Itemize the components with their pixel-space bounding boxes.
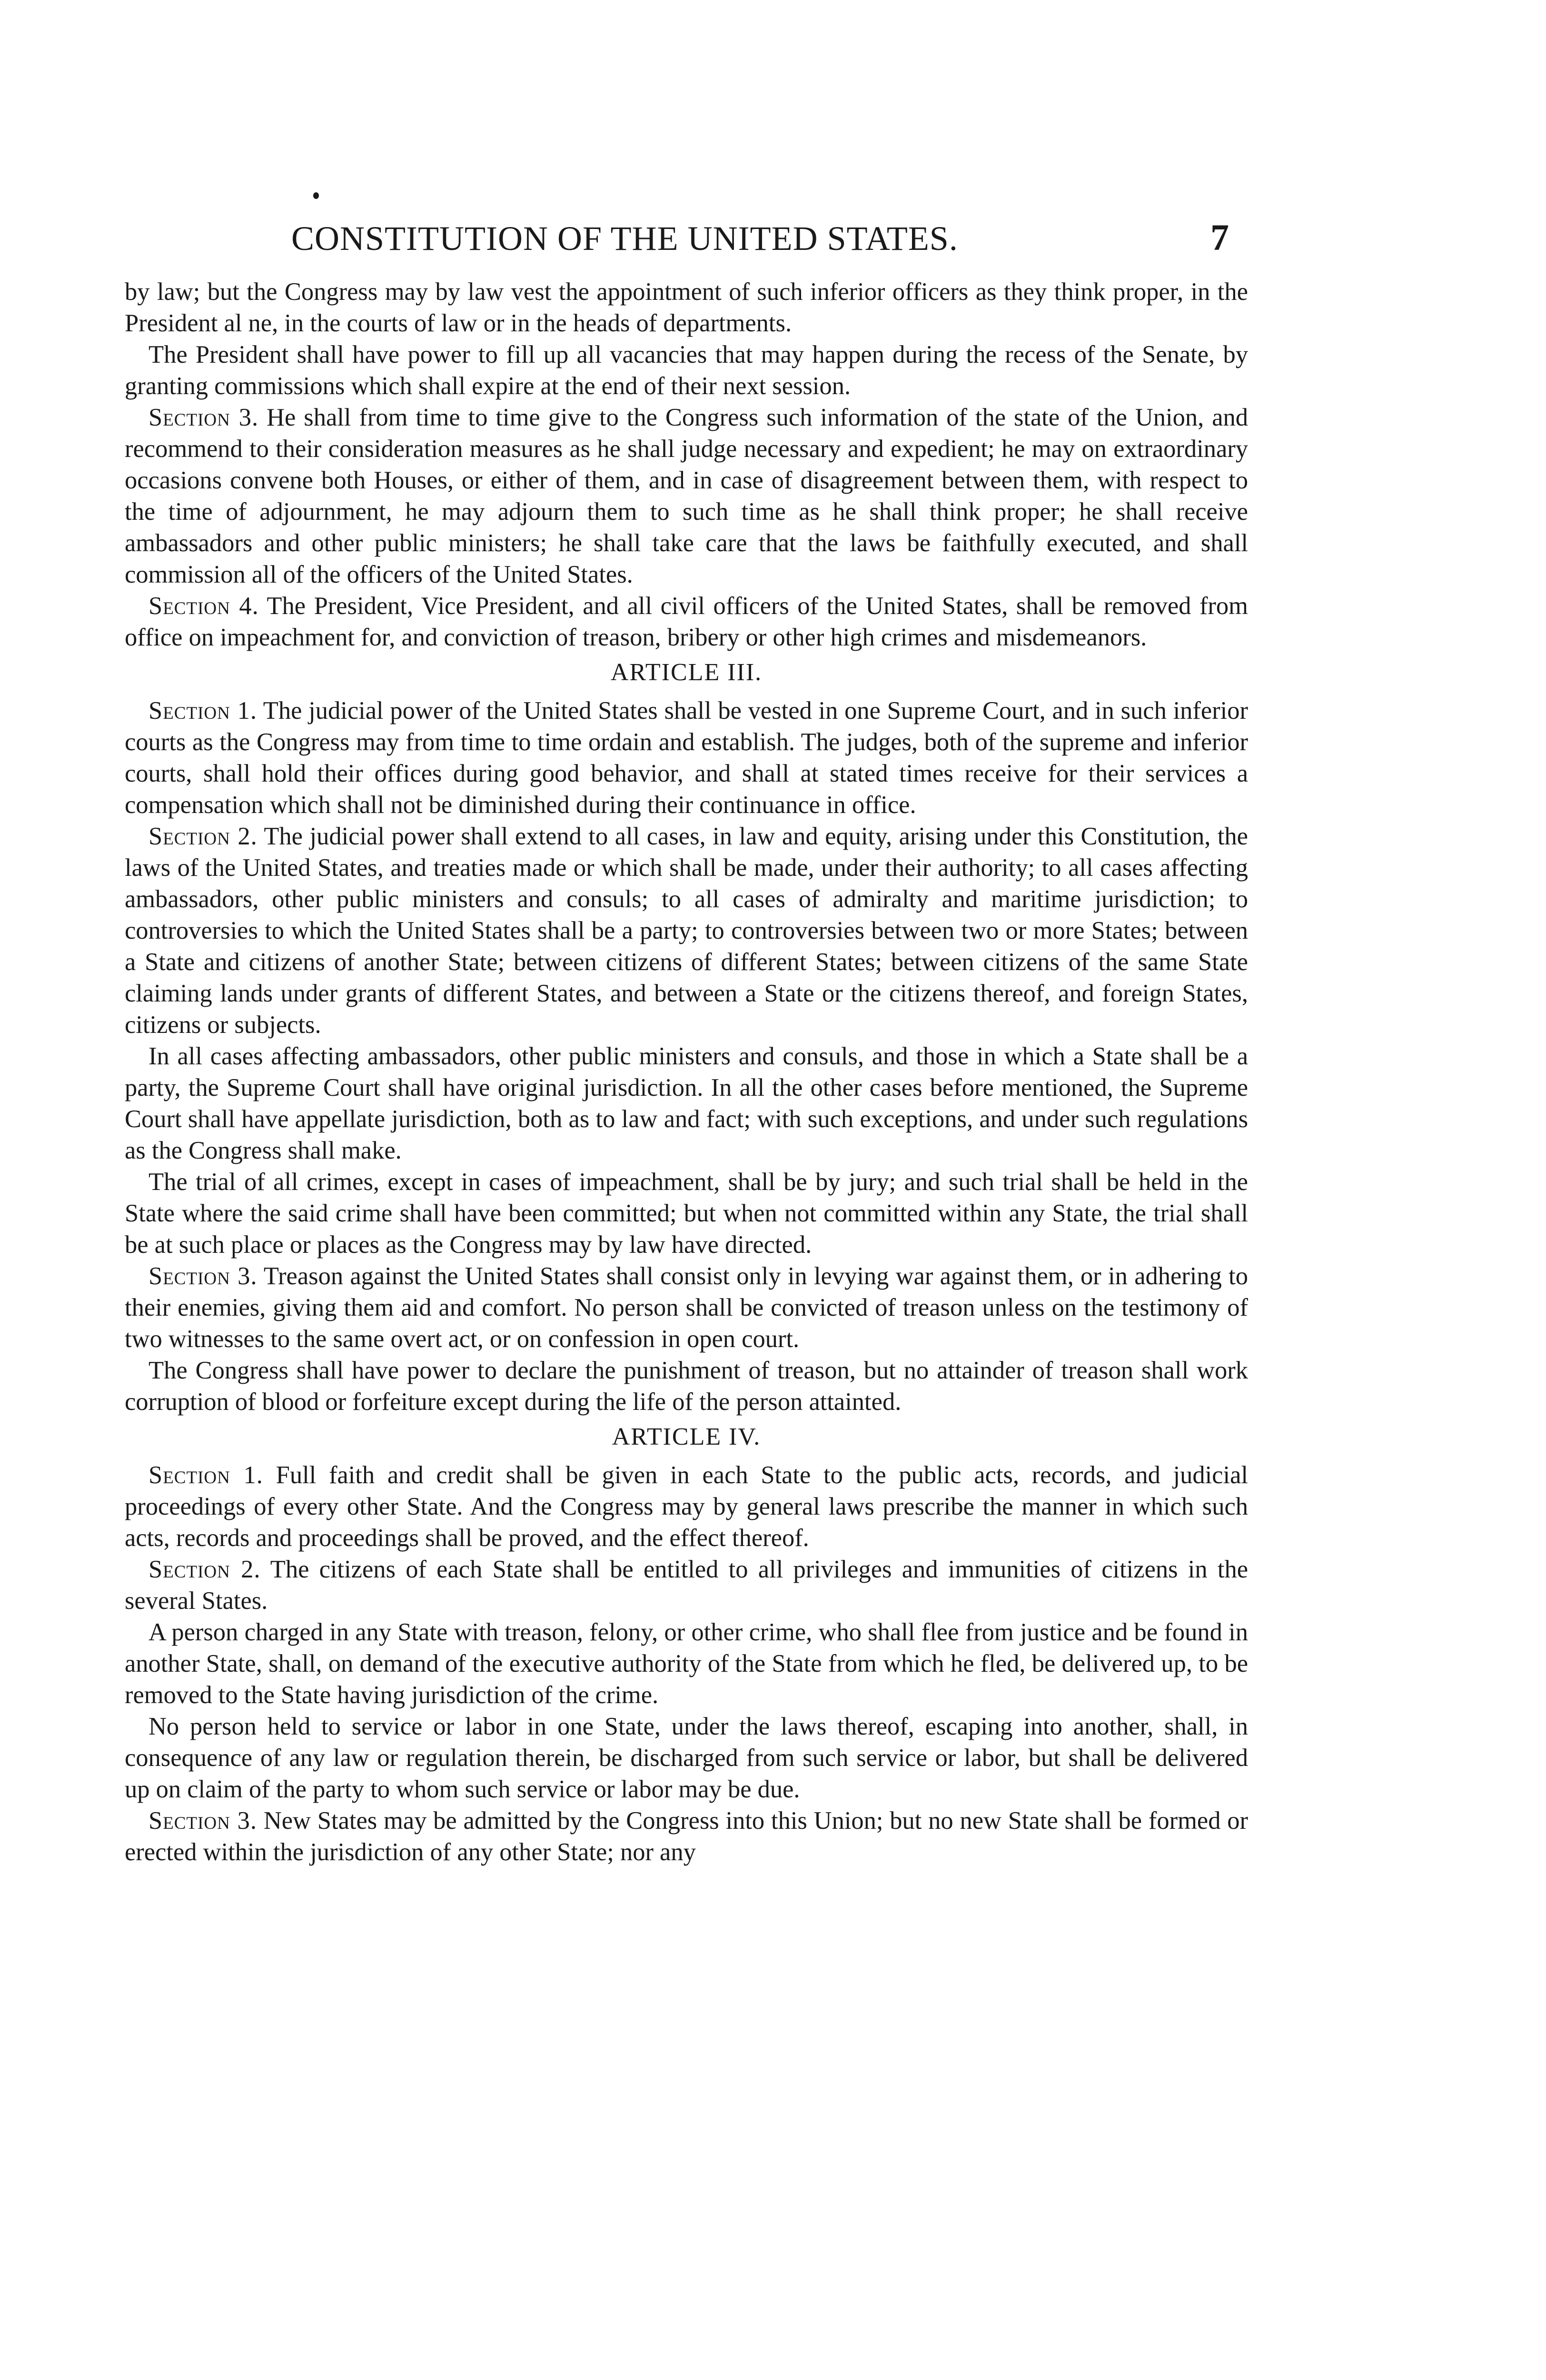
paragraph [125,821,1248,1041]
paragraph [125,1260,1248,1355]
section-label: Section 3. [149,1262,258,1290]
paragraph [125,1355,1248,1418]
page-number: 7 [1210,217,1229,258]
paragraph-text: New States may be admitted by the Congress into this Union; but no new State shall be formed or erected within the jurisdiction of any other State; nor any [125,1807,1249,1866]
paragraph-text: The Congress shall have power to declare the punishment of treason, but no attainder of treason shall work corruption of blood or forfeiture except during the life of the person attainted. [125,1357,1248,1416]
section-label: Section 2. [149,1556,261,1583]
paragraph [125,276,1248,339]
paragraph [125,1554,1248,1616]
paragraph [125,1616,1248,1711]
paragraph-text: The trial of all crimes, except in cases of impeachment, shall be by jury; and such trial shall be held in the State where the said crime shall have been committed; but when not committed within any State, the trial shall be at such place or places as the Congress may by law have directed. [125,1168,1248,1259]
paragraph-text: The President shall have power to fill up all vacancies that may happen during the recess of the Senate, by granting commissions which shall expire at the end of their next session. [125,341,1248,400]
paragraph-text: The judicial power shall extend to all cases, in law and equity, arising under this Constitution, the laws of the United States, and treaties made or which shall be made, under their authority; to all cases affecting ambassadors, other public ministers and consuls; to all cases of admiralty and maritime jurisdiction; to controversies to which the United States shall be a party; to controversies between two or more States; between a State and citizens of another State; between citizens of different States; between citizens of the same State claiming lands under grants of different States, and between a State or the citizens thereof, and foreign States, citizens or subjects. [125,823,1248,1039]
paragraph [125,1459,1248,1554]
article-heading: ARTICLE IV. [612,1423,761,1450]
page-header [125,209,1248,267]
paragraph-text: The citizens of each State shall be entitled to all privileges and immunities of citizens in the several States. [125,1556,1248,1615]
article-heading: ARTICLE III. [610,659,763,686]
paragraph-text: A person charged in any State with treason, felony, or other crime, who shall flee from justice and be found in another State, shall, on demand of the executive authority of the State from which he fled, be delivered up, to be removed to the State having jurisdiction of the crime. [125,1618,1248,1709]
paragraph [125,339,1248,402]
paragraph [125,1805,1248,1868]
section-label: Section 4. [149,592,259,620]
speck-mark [313,192,319,199]
paragraph [125,590,1248,653]
document-page [125,209,1248,1868]
paragraph-text: The President, Vice President, and all civil officers of the United States, shall be removed from office on impeachment for, and conviction of treason, bribery or other high crimes and misdemeanors. [125,592,1248,651]
paragraph [125,1041,1248,1166]
paragraph-text: Treason against the United States shall consist only in levying war against them, or in adhering to their enemies, giving them aid and comfort. No person shall be convicted of treason unless on the testimony of two witnesses to the same overt act, or on confession in open court. [125,1262,1248,1353]
paragraph-text: No person held to service or labor in one State, under the laws thereof, escaping into another, shall, in consequence of any law or regulation therein, be discharged from such service or labor, but shall be delivered up on claim of the party to whom such service or labor may be due. [125,1713,1248,1803]
paragraph [125,695,1248,821]
section-label: Section 3. [149,1807,258,1835]
paragraph-text: Full faith and credit shall be given in each State to the public acts, records, and judicial proceedings of every other State. And the Congress may by general laws prescribe the manner in which such acts, records and proceedings shall be proved, and the effect thereof. [125,1461,1249,1552]
paragraph-text: by law; but the Congress may by law vest the appointment of such inferior officers as they think proper, in the President al ne, in the courts of law or in the heads of departments. [125,278,1248,337]
paragraph [125,1711,1248,1805]
paragraph-text: The judicial power of the United States shall be vested in one Supreme Court, and in such inferior courts as the Congress may from time to time ordain and establish. The judges, both of the supreme and inferior courts, shall hold their offices during good behavior, and shall at stated times receive for their services a compensation which shall not be diminished during their continuance in office. [125,697,1249,819]
paragraph [125,402,1248,590]
paragraph-text: In all cases affecting ambassadors, other public ministers and consuls, and those in which a State shall be a party, the Supreme Court shall have original jurisdiction. In all the other cases before mentioned, the Supreme Court shall have appellate jurisdiction, both as to law and fact; with such exceptions, and under such regulations as the Congress shall make. [125,1042,1248,1164]
section-label: Section 3. [149,404,259,431]
document-body [125,276,1248,1868]
paragraph [125,1166,1248,1260]
section-label: Section 1. [149,697,257,724]
section-label: Section 2. [149,823,258,850]
running-title: CONSTITUTION OF THE UNITED STATES. [291,219,958,258]
section-label: Section 1. [149,1461,263,1489]
paragraph-text: He shall from time to time give to the Congress such information of the state of the Union, and recommend to their consideration measures as he shall judge necessary and expedient; he may on extraordinary occasions convene both Houses, or either of them, and in case of disagreement between them, with respect to the time of adjournment, he may adjourn them to such time as he shall think proper; he shall receive ambassadors and other public ministers; he shall take care that the laws be faithfully executed, and shall commission all of the officers of the United States. [125,404,1249,588]
